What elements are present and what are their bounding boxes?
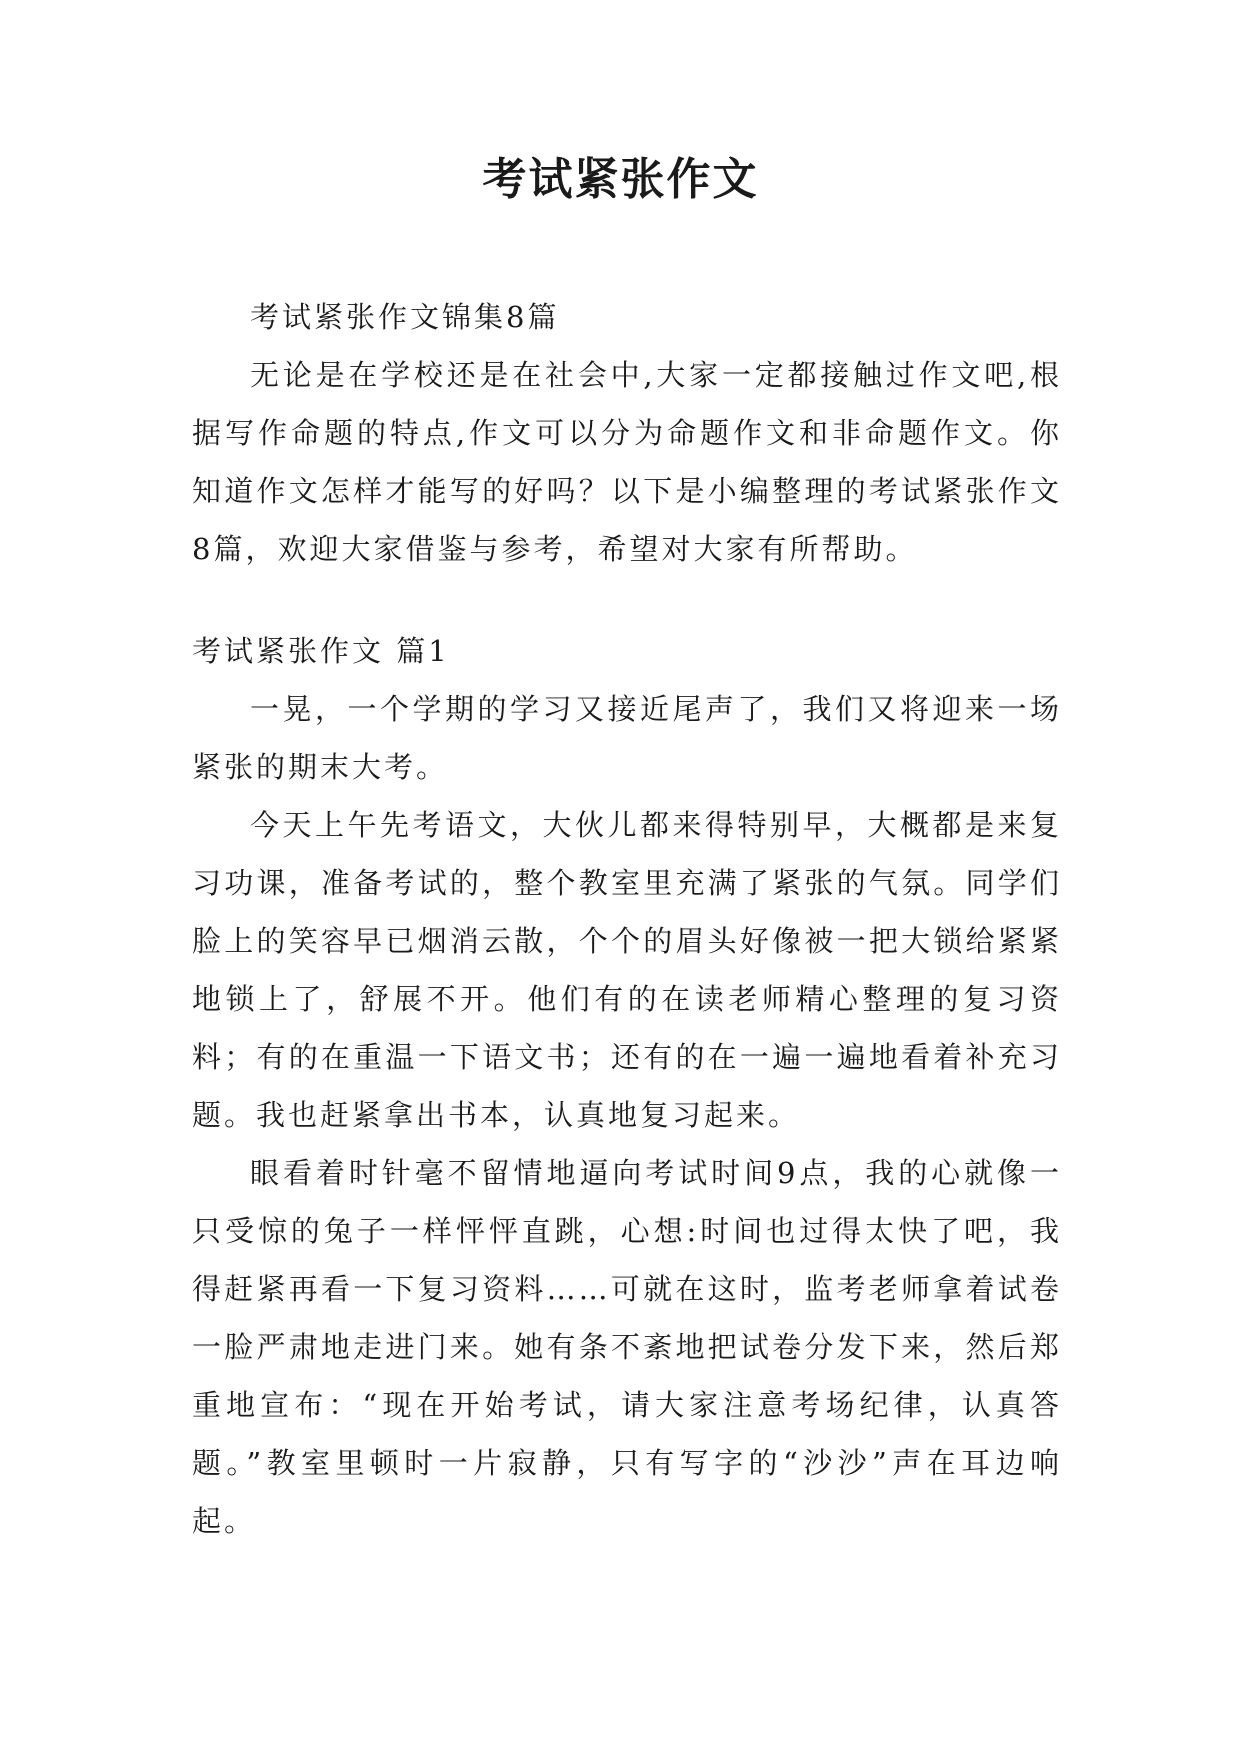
intro-paragraph: 无论是在学校还是在社会中,大家一定都接触过作文吧,根据写作命题的特点,作文可以分为命题作文和非命题作文。你知道作文怎样才能写的好吗？以下是小编整理的考试紧张作文8篇，欢迎大家借鉴与参考，希望对大家有所帮助。	[192, 358, 1062, 566]
intro-heading-paragraph: 考试紧张作文锦集8篇	[250, 300, 560, 334]
document-body	[192, 288, 1062, 1550]
document-title: 考试紧张作文	[482, 154, 759, 205]
section-paragraph-3: 眼看着时针毫不留情地逼向考试时间9点，我的心就像一只受惊的兔子一样怦怦直跳，心想:时间也过得太快了吧，我得赶紧再看一下复习资料……可就在这时，监考老师拿着试卷一脸严肃地走进门来。她有条不紊地把试卷分发下来，然后郑重地宣布：“现在开始考试，请大家注意考场纪律，认真答题。”教室里顿时一片寂静，只有写字的“沙沙”声在耳边响起。	[192, 1156, 1062, 1538]
section-paragraph-1: 一晃，一个学期的学习又接近尾声了，我们又将迎来一场紧张的期末大考。	[192, 692, 1062, 784]
section-paragraph-2: 今天上午先考语文，大伙儿都来得特别早，大概都是来复习功课，准备考试的，整个教室里充满了紧张的气氛。同学们脸上的笑容早已烟消云散，个个的眉头好像被一把大锁给紧紧地锁上了，舒展不开。他们有的在读老师精心整理的复习资料；有的在重温一下语文书；还有的在一遍一遍地看着补充习题。我也赶紧拿出书本，认真地复习起来。	[192, 808, 1062, 1132]
section-heading: 考试紧张作文 篇1	[192, 634, 450, 668]
